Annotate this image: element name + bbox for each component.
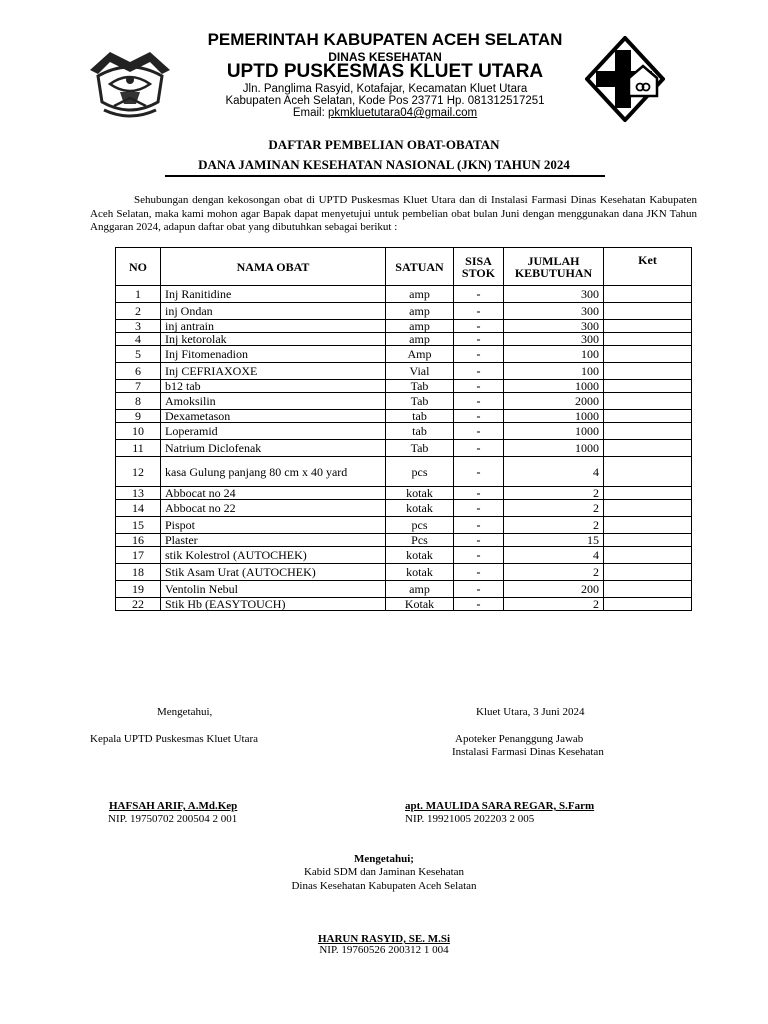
cell-no: 5 — [116, 346, 161, 363]
bottom-mengetahui: Mengetahui; — [354, 853, 414, 865]
cell-jumlah-kebutuhan: 100 — [504, 346, 604, 363]
cell-satuan: Tab — [386, 393, 454, 410]
puskesmas-logo-icon — [585, 36, 665, 122]
cell-nama-obat: inj antrain — [161, 320, 386, 333]
cell-satuan: Pcs — [386, 534, 454, 547]
table-row — [116, 363, 692, 380]
cell-nama-obat: Inj Ranitidine — [161, 286, 386, 303]
cell-jumlah-kebutuhan: 2 — [504, 487, 604, 500]
bottom-signatory-name: HARUN RASYID, SE. M.Si — [317, 933, 451, 945]
cell-satuan: amp — [386, 581, 454, 598]
cell-ket — [604, 286, 692, 303]
cell-nama-obat: Natrium Diclofenak — [161, 440, 386, 457]
cell-jumlah-kebutuhan: 2 — [504, 517, 604, 534]
cell-no: 14 — [116, 500, 161, 517]
right-position-line1: Apoteker Penanggung Jawab — [455, 733, 584, 745]
cell-sisa-stok: - — [454, 320, 504, 333]
header-nama-obat: NAMA OBAT — [161, 248, 386, 286]
cell-nama-obat: Amoksilin — [161, 393, 386, 410]
cell-nama-obat: inj Ondan — [161, 303, 386, 320]
cell-no: 19 — [116, 581, 161, 598]
cell-ket — [604, 581, 692, 598]
cell-nama-obat: Inj Fitomenadion — [161, 346, 386, 363]
cell-sisa-stok: - — [454, 380, 504, 393]
left-mengetahui: Mengetahui, — [157, 706, 213, 718]
cell-satuan: Tab — [386, 380, 454, 393]
cell-ket — [604, 517, 692, 534]
bottom-position-line2: Dinas Kesehatan Kabupaten Aceh Selatan — [291, 880, 477, 892]
cell-nama-obat: kasa Gulung panjang 80 cm x 40 yard — [161, 457, 386, 487]
cell-ket — [604, 346, 692, 363]
cell-jumlah-kebutuhan: 4 — [504, 457, 604, 487]
title-divider — [165, 175, 605, 177]
cell-satuan: Vial — [386, 363, 454, 380]
cell-nama-obat: Loperamid — [161, 423, 386, 440]
cell-satuan: Tab — [386, 440, 454, 457]
intro-paragraph: Sehubungan dengan kekosongan obat di UPTD Puskesmas Kluet Utara dan di Instalasi Farmasi Dinas Kesehatan Kabupaten Aceh Selatan, maka kami mohon agar Bapak dapat menyetujui untuk pembelian obat bulan Juni dengan menggunakan dana JKN Tahun Anggaran 2024, adapun daftar obat yang dibutuhkan sebagai berikut : — [90, 194, 697, 233]
cell-ket — [604, 547, 692, 564]
left-position: Kepala UPTD Puskesmas Kluet Utara — [90, 733, 259, 745]
cell-no: 17 — [116, 547, 161, 564]
cell-no: 18 — [116, 564, 161, 581]
cell-jumlah-kebutuhan: 15 — [504, 534, 604, 547]
cell-sisa-stok: - — [454, 423, 504, 440]
table-header-row — [116, 248, 692, 286]
cell-jumlah-kebutuhan: 2 — [504, 598, 604, 611]
table-row — [116, 423, 692, 440]
table-row — [116, 303, 692, 320]
table-row — [116, 286, 692, 303]
cell-satuan: tab — [386, 423, 454, 440]
bottom-signatory-nip: NIP. 19760526 200312 1 004 — [319, 944, 449, 956]
cell-satuan: amp — [386, 333, 454, 346]
table-row — [116, 440, 692, 457]
right-position-line2: Instalasi Farmasi Dinas Kesehatan — [452, 746, 604, 758]
table-row — [116, 393, 692, 410]
cell-satuan: tab — [386, 410, 454, 423]
header-stok: STOK — [461, 265, 496, 280]
header-no: NO — [116, 248, 161, 286]
cell-jumlah-kebutuhan: 300 — [504, 333, 604, 346]
cell-no: 16 — [116, 534, 161, 547]
header-sisa: SISA — [465, 253, 492, 268]
cell-sisa-stok: - — [454, 500, 504, 517]
table-row — [116, 346, 692, 363]
cell-satuan: amp — [386, 286, 454, 303]
cell-ket — [604, 487, 692, 500]
letterhead-department: DINAS KESEHATAN — [328, 50, 442, 64]
cell-ket — [604, 500, 692, 517]
cell-ket — [604, 423, 692, 440]
cell-jumlah-kebutuhan: 2 — [504, 500, 604, 517]
cell-satuan: pcs — [386, 517, 454, 534]
cell-ket — [604, 303, 692, 320]
cell-satuan: amp — [386, 320, 454, 333]
table-row — [116, 547, 692, 564]
cell-ket — [604, 440, 692, 457]
cell-jumlah-kebutuhan: 4 — [504, 547, 604, 564]
table-row — [116, 534, 692, 547]
cell-jumlah-kebutuhan: 1000 — [504, 423, 604, 440]
right-place-date: Kluet Utara, 3 Juni 2024 — [476, 706, 585, 718]
letterhead — [0, 0, 768, 125]
cell-jumlah-kebutuhan: 1000 — [504, 440, 604, 457]
letterhead-address-line2: Kabupaten Aceh Selatan, Kode Pos 23771 Hp. 081312517251 — [225, 95, 545, 107]
cell-no: 15 — [116, 517, 161, 534]
cell-ket — [604, 564, 692, 581]
email-label: Email: — [292, 107, 329, 119]
cell-sisa-stok: - — [454, 517, 504, 534]
cell-satuan: pcs — [386, 457, 454, 487]
cell-nama-obat: Inj ketorolak — [161, 333, 386, 346]
cell-no: 9 — [116, 410, 161, 423]
cell-nama-obat: Stik Hb (EASYTOUCH) — [161, 598, 386, 611]
cell-nama-obat: Pispot — [161, 517, 386, 534]
cell-ket — [604, 320, 692, 333]
medicine-table — [115, 247, 692, 611]
cell-sisa-stok: - — [454, 534, 504, 547]
cell-jumlah-kebutuhan: 100 — [504, 363, 604, 380]
cell-sisa-stok: - — [454, 286, 504, 303]
email-link[interactable]: pkmkluetutara04@gmail.com — [328, 107, 478, 119]
cell-no: 7 — [116, 380, 161, 393]
cell-sisa-stok: - — [454, 457, 504, 487]
cell-satuan: Kotak — [386, 598, 454, 611]
cell-satuan: amp — [386, 303, 454, 320]
cell-no: 6 — [116, 363, 161, 380]
cell-ket — [604, 534, 692, 547]
cell-jumlah-kebutuhan: 200 — [504, 581, 604, 598]
header-kebutuhan: KEBUTUHAN — [514, 265, 593, 280]
cell-no: 12 — [116, 457, 161, 487]
header-satuan: SATUAN — [386, 248, 454, 286]
cell-nama-obat: Ventolin Nebul — [161, 581, 386, 598]
table-row — [116, 500, 692, 517]
cell-sisa-stok: - — [454, 487, 504, 500]
cell-no: 2 — [116, 303, 161, 320]
cell-satuan: kotak — [386, 547, 454, 564]
cell-jumlah-kebutuhan: 300 — [504, 303, 604, 320]
letterhead-email-line — [180, 107, 590, 119]
cell-satuan: Amp — [386, 346, 454, 363]
cell-jumlah-kebutuhan: 2000 — [504, 393, 604, 410]
header-jumlah-kebutuhan — [504, 248, 604, 286]
letterhead-government: PEMERINTAH KABUPATEN ACEH SELATAN — [207, 30, 563, 49]
cell-ket — [604, 380, 692, 393]
table-row — [116, 320, 692, 333]
table-row — [116, 598, 692, 611]
cell-nama-obat: Stik Asam Urat (AUTOCHEK) — [161, 564, 386, 581]
left-signatory-nip: NIP. 19750702 200504 2 001 — [108, 813, 238, 825]
cell-nama-obat: b12 tab — [161, 380, 386, 393]
bottom-position-line1: Kabid SDM dan Jaminan Kesehatan — [303, 866, 465, 878]
cell-sisa-stok: - — [454, 333, 504, 346]
document-title: DAFTAR PEMBELIAN OBAT-OBATAN — [268, 137, 500, 152]
cell-sisa-stok: - — [454, 547, 504, 564]
cell-nama-obat: stik Kolestrol (AUTOCHEK) — [161, 547, 386, 564]
cell-sisa-stok: - — [454, 598, 504, 611]
cell-satuan: kotak — [386, 500, 454, 517]
cell-sisa-stok: - — [454, 581, 504, 598]
cell-ket — [604, 457, 692, 487]
cell-nama-obat: Dexametason — [161, 410, 386, 423]
cell-no: 13 — [116, 487, 161, 500]
cell-no: 1 — [116, 286, 161, 303]
letterhead-institution: UPTD PUSKESMAS KLUET UTARA — [226, 61, 544, 82]
cell-jumlah-kebutuhan: 1000 — [504, 410, 604, 423]
table-row — [116, 564, 692, 581]
cell-satuan: kotak — [386, 564, 454, 581]
cell-jumlah-kebutuhan: 2 — [504, 564, 604, 581]
table-row — [116, 333, 692, 346]
cell-sisa-stok: - — [454, 363, 504, 380]
cell-no: 10 — [116, 423, 161, 440]
header-sisa-stok — [454, 248, 504, 286]
table-row — [116, 517, 692, 534]
cell-no: 3 — [116, 320, 161, 333]
letterhead-address-line1: Jln. Panglima Rasyid, Kotafajar, Kecamatan Kluet Utara — [242, 83, 528, 95]
cell-ket — [604, 363, 692, 380]
cell-satuan: kotak — [386, 487, 454, 500]
table-row — [116, 457, 692, 487]
left-signatory-name: HAFSAH ARIF, A.Md.Kep — [109, 800, 238, 812]
right-signatory-nip: NIP. 19921005 202203 2 005 — [405, 813, 535, 825]
cell-nama-obat: Inj CEFRIAXOXE — [161, 363, 386, 380]
right-signatory-name: apt. MAULIDA SARA REGAR, S.Farm — [405, 800, 595, 812]
cell-sisa-stok: - — [454, 303, 504, 320]
header-jumlah: JUMLAH — [527, 253, 580, 268]
table-body — [116, 286, 692, 611]
cell-ket — [604, 410, 692, 423]
header-ket: Ket — [604, 248, 692, 286]
table-row — [116, 581, 692, 598]
cell-jumlah-kebutuhan: 1000 — [504, 380, 604, 393]
table-row — [116, 487, 692, 500]
cell-sisa-stok: - — [454, 564, 504, 581]
cell-sisa-stok: - — [454, 440, 504, 457]
cell-nama-obat: Abbocat no 24 — [161, 487, 386, 500]
cell-no: 22 — [116, 598, 161, 611]
cell-jumlah-kebutuhan: 300 — [504, 286, 604, 303]
cell-nama-obat: Abbocat no 22 — [161, 500, 386, 517]
cell-ket — [604, 598, 692, 611]
cell-no: 4 — [116, 333, 161, 346]
cell-sisa-stok: - — [454, 410, 504, 423]
aceh-selatan-emblem-icon — [80, 40, 180, 120]
cell-no: 11 — [116, 440, 161, 457]
cell-nama-obat: Plaster — [161, 534, 386, 547]
cell-jumlah-kebutuhan: 300 — [504, 320, 604, 333]
table-row — [116, 410, 692, 423]
table-row — [116, 380, 692, 393]
cell-sisa-stok: - — [454, 346, 504, 363]
cell-ket — [604, 333, 692, 346]
cell-no: 8 — [116, 393, 161, 410]
cell-sisa-stok: - — [454, 393, 504, 410]
document-subtitle: DANA JAMINAN KESEHATAN NASIONAL (JKN) TAHUN 2024 — [198, 157, 570, 172]
cell-ket — [604, 393, 692, 410]
